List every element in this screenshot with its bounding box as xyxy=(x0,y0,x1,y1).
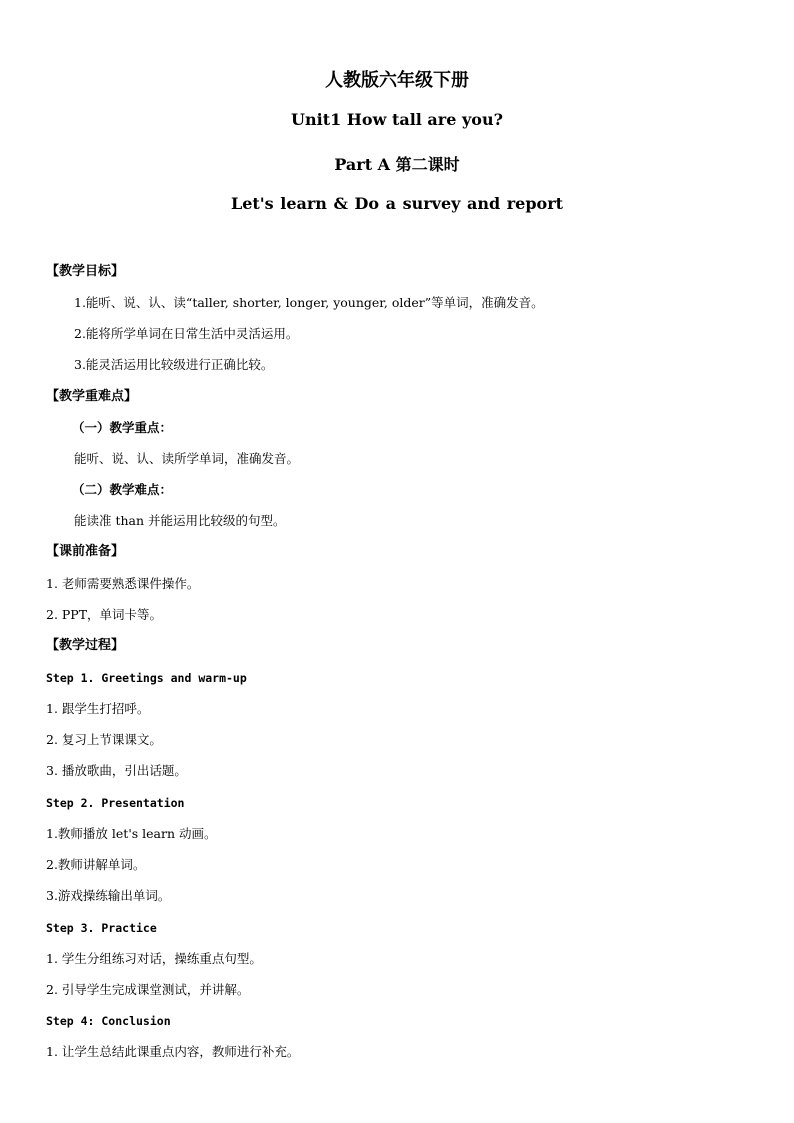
objectives-heading: 【教学目标】 xyxy=(46,264,125,279)
lesson-part-title: Part A 第二课时 xyxy=(334,155,460,174)
process-heading: 【教学过程】 xyxy=(46,638,125,653)
difficulty-text: 能读准 than 并能运用比较级的句型。 xyxy=(74,513,286,528)
unit-title: Unit1 How tall are you? xyxy=(291,110,503,129)
step-title: Step 1. Greetings and warm-up xyxy=(46,671,247,685)
preparation-item: 1. 老师需要熟悉课件操作。 xyxy=(46,576,200,591)
step-item: 1. 学生分组练习对话，操练重点句型。 xyxy=(46,951,262,966)
focus-text: 能听、说、认、读所学单词，准确发音。 xyxy=(74,451,300,466)
objective-item: 3.能灵活运用比较级进行正确比较。 xyxy=(74,357,274,372)
lesson-topic-title: Let's learn & Do a survey and report xyxy=(230,194,564,213)
preparation-item: 2. PPT，单词卡等。 xyxy=(46,607,163,622)
step-item: 2. 复习上节课课文。 xyxy=(46,732,162,747)
difficulty-label: （二）教学难点： xyxy=(72,482,173,497)
step-title: Step 4: Conclusion xyxy=(46,1014,171,1028)
step-item: 1. 让学生总结此课重点内容，教师进行补充。 xyxy=(46,1044,300,1059)
preparation-heading: 【课前准备】 xyxy=(46,544,125,559)
key-points-heading: 【教学重难点】 xyxy=(46,389,138,404)
step-item: 3. 播放歌曲，引出话题。 xyxy=(46,763,187,778)
step-title: Step 3. Practice xyxy=(46,921,157,935)
objective-item: 2.能将所学单词在日常生活中灵活运用。 xyxy=(74,326,299,341)
step-item: 1. 跟学生打招呼。 xyxy=(46,701,150,716)
objective-item: 1.能听、说、认、读“taller, shorter, longer, younger, older”等单词，准确发音。 xyxy=(74,295,544,310)
step-item: 2. 引导学生完成课堂测试，并讲解。 xyxy=(46,982,250,997)
step-title: Step 2. Presentation xyxy=(46,796,185,810)
step-item: 2.教师讲解单词。 xyxy=(46,857,146,872)
focus-label: （一）教学重点： xyxy=(72,420,173,435)
document-title: 人教版六年级下册 xyxy=(325,70,469,91)
step-item: 1.教师播放 let's learn 动画。 xyxy=(46,826,217,841)
step-item: 3.游戏操练输出单词。 xyxy=(46,888,171,903)
